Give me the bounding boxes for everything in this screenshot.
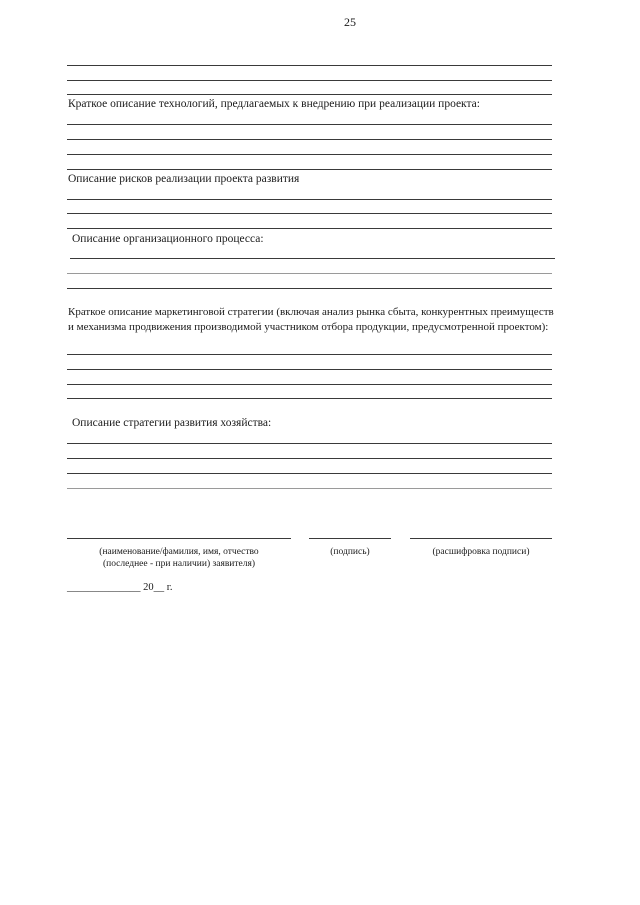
- section-organization-label: Описание организационного процесса:: [72, 233, 264, 245]
- name-caption-line1: (наименование/фамилия, имя, отчество: [99, 547, 259, 557]
- decode-signature-line[interactable]: [410, 538, 552, 539]
- decode-caption: (расшифровка подписи): [432, 547, 530, 557]
- form-line[interactable]: [67, 384, 552, 385]
- sign-caption: (подпись): [330, 547, 370, 557]
- section-technologies-label: Краткое описание технологий, предлагаемых к внедрению при реализации проекта:: [68, 98, 480, 110]
- form-line[interactable]: [67, 80, 552, 81]
- form-line[interactable]: [67, 458, 552, 459]
- form-line[interactable]: [67, 354, 552, 355]
- form-line[interactable]: [67, 169, 552, 170]
- form-line[interactable]: [67, 94, 552, 95]
- section-marketing-label-line2: и механизма продвижения производимой участником отбора продукции, предусмотренной проектом):: [68, 321, 549, 333]
- section-strategy-label: Описание стратегии развития хозяйства:: [72, 417, 272, 429]
- form-line[interactable]: [70, 258, 555, 259]
- form-line[interactable]: [67, 139, 552, 140]
- name-signature-line[interactable]: [67, 538, 291, 539]
- form-line[interactable]: [67, 199, 552, 200]
- form-line[interactable]: [67, 369, 552, 370]
- section-marketing-label-line1: Краткое описание маркетинговой стратегии (включая анализ рынка сбыта, конкурентных преимуществ: [68, 306, 554, 318]
- section-risks-label: Описание рисков реализации проекта развития: [68, 173, 300, 185]
- form-line[interactable]: [67, 213, 552, 214]
- form-line[interactable]: [67, 273, 552, 274]
- form-line[interactable]: [67, 473, 552, 474]
- form-line[interactable]: [67, 488, 552, 489]
- form-line[interactable]: [67, 288, 552, 289]
- form-line[interactable]: [67, 228, 552, 229]
- form-line[interactable]: [67, 154, 552, 155]
- name-caption-line2: (последнее - при наличии) заявителя): [102, 559, 256, 569]
- form-line[interactable]: [67, 443, 552, 444]
- page-number: 25: [344, 15, 356, 29]
- sign-line[interactable]: [309, 538, 391, 539]
- date-field[interactable]: ______________ 20__ г.: [67, 582, 173, 593]
- form-line[interactable]: [67, 65, 552, 66]
- form-line[interactable]: [67, 124, 552, 125]
- form-line[interactable]: [67, 398, 552, 399]
